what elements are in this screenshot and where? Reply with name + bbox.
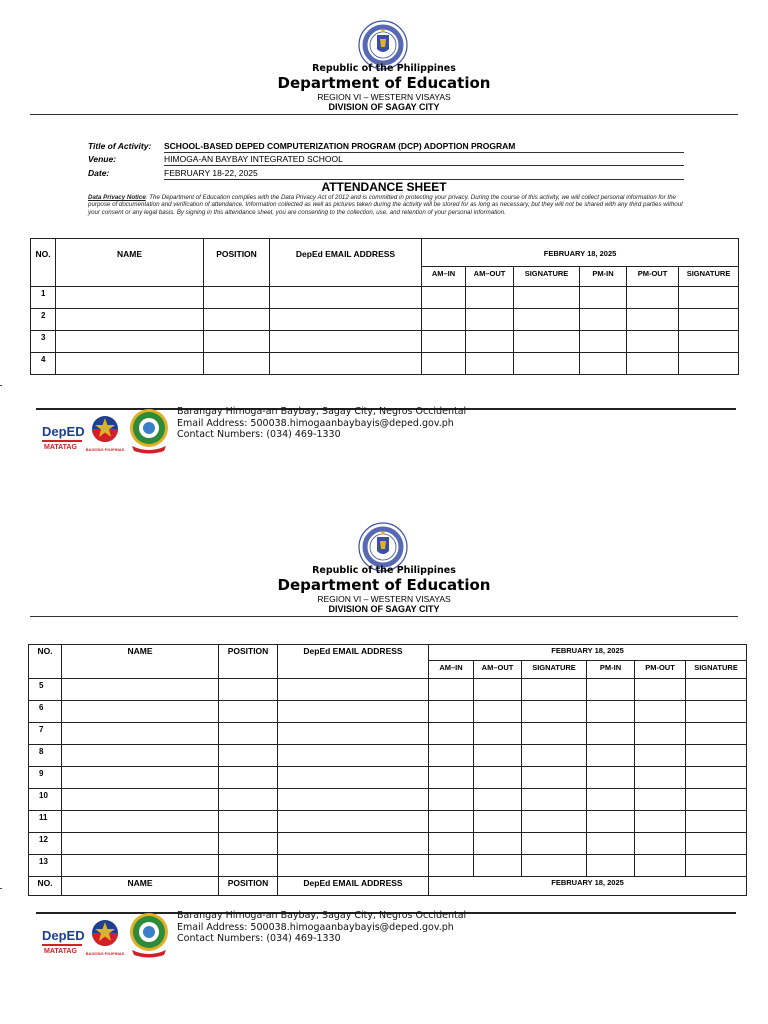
col-position-header: POSITION [204,239,270,287]
school-seal-logo [128,408,170,454]
entry-cell[interactable] [278,745,429,767]
entry-cell[interactable] [580,353,627,375]
entry-cell[interactable] [635,701,686,723]
deped-matatag-logo [40,414,86,452]
entry-cell[interactable] [204,331,270,353]
entry-cell[interactable] [635,855,686,877]
entry-cell[interactable] [56,287,204,309]
entry-cell[interactable] [56,331,204,353]
attendance-sheet-title: ATTENDANCE SHEET [321,180,447,194]
entry-cell[interactable] [278,701,429,723]
attendance-table-page2 [28,644,747,896]
entry-cell[interactable] [474,833,522,855]
entry-cell[interactable] [635,679,686,701]
entry-cell[interactable] [686,789,747,811]
entry-cell[interactable] [522,789,587,811]
entry-cell[interactable] [587,679,635,701]
table-row [29,745,747,767]
entry-cell[interactable] [587,833,635,855]
school-address: Barangay Himoga-an Baybay, Sagay City, Negros Occidental [177,910,467,921]
entry-cell[interactable] [62,811,219,833]
entry-cell[interactable] [56,309,204,331]
entry-cell[interactable] [679,287,739,309]
entry-cell[interactable] [679,309,739,331]
entry-cell[interactable] [522,767,587,789]
entry-cell[interactable] [686,723,747,745]
col-name-header: NAME [62,645,219,679]
table-row [29,811,747,833]
venue-value: HIMOGA-AN BAYBAY INTEGRATED SCHOOL [164,154,684,166]
data-privacy-notice [88,194,688,216]
row-number: 4 [31,353,56,375]
entry-cell[interactable] [429,789,474,811]
entry-cell[interactable] [466,309,514,331]
entry-cell[interactable] [587,745,635,767]
entry-cell[interactable] [587,701,635,723]
entry-cell[interactable] [474,855,522,877]
col-email-header-repeat: DepEd EMAIL ADDRESS [278,877,429,896]
entry-cell[interactable] [522,833,587,855]
entry-cell[interactable] [204,309,270,331]
col-signature-pm-header: SIGNATURE [686,661,747,679]
deped-logo-text: DepED [42,928,85,943]
entry-cell[interactable] [62,679,219,701]
entry-cell[interactable] [270,353,422,375]
entry-cell[interactable] [422,287,466,309]
date-label: Date: [88,168,110,178]
entry-cell[interactable] [627,353,679,375]
repeated-header-row [29,877,747,896]
entry-cell[interactable] [686,833,747,855]
entry-cell[interactable] [679,353,739,375]
header-divider [30,114,738,115]
bagong-pilipinas-text: BAGONG PILIPINAS [85,951,125,956]
col-name-header: NAME [56,239,204,287]
page-2 [0,510,768,1024]
entry-cell[interactable] [62,833,219,855]
entry-cell[interactable] [686,855,747,877]
entry-cell[interactable] [635,767,686,789]
school-contact-block [177,406,466,441]
matatag-logo-text: MATATAG [44,948,77,955]
entry-cell[interactable] [62,745,219,767]
table-row [29,767,747,789]
entry-cell[interactable] [474,701,522,723]
entry-cell[interactable] [204,353,270,375]
row-number: 11 [29,811,62,833]
entry-cell[interactable] [429,833,474,855]
col-no-header: NO. [31,239,56,287]
school-email: Email Address: 500038.himogaanbaybayis@deped.gov.ph [177,921,454,933]
entry-cell[interactable] [522,855,587,877]
privacy-notice-label: Data Privacy Notice [88,194,146,201]
entry-cell[interactable] [466,353,514,375]
col-signature-pm-header: SIGNATURE [679,267,739,287]
division-heading: DIVISION OF SAGAY CITY [328,102,440,112]
entry-cell[interactable] [522,745,587,767]
venue-label: Venue: [88,154,117,164]
school-address: Barangay Himoga-an Baybay, Sagay City, Negros Occidental [177,406,467,417]
row-number: 13 [29,855,62,877]
row-number: 9 [29,767,62,789]
col-signature-am-header: SIGNATURE [514,267,580,287]
privacy-notice-text: : The Department of Education complies with the Data Privacy Act of 2012 and is committed in protecting your privacy. During the course of this activity, we will collect personal information for the purpose of documentation and verification of attendance. Information collected as well as pictures taken during the activity will be stored for as long as necessary, but they will not be shared with any third parties without your consent or any legal basis. By signing in this attendance sheet, you are consenting to the collection, use, and retention of your personal information. [88,194,683,216]
entry-cell[interactable] [429,745,474,767]
entry-cell[interactable] [514,309,580,331]
entry-cell[interactable] [686,701,747,723]
entry-cell[interactable] [278,811,429,833]
entry-cell[interactable] [522,723,587,745]
col-email-header: DepEd EMAIL ADDRESS [278,645,429,679]
col-pm-out-header: PM-OUT [627,267,679,287]
entry-cell[interactable] [278,723,429,745]
col-pm-out-header: PM-OUT [635,661,686,679]
entry-cell[interactable] [278,679,429,701]
entry-cell[interactable] [219,679,278,701]
entry-cell[interactable] [522,679,587,701]
entry-cell[interactable] [62,767,219,789]
bagong-pilipinas-logo [85,412,125,454]
department-heading: Department of Education [277,74,491,92]
attendance-table-page1 [30,238,739,375]
entry-cell[interactable] [429,855,474,877]
school-seal-logo [128,912,170,958]
school-contact-numbers: Contact Numbers: (034) 469-1330 [177,429,341,440]
entry-cell[interactable] [635,723,686,745]
table-row [31,309,739,331]
entry-cell[interactable] [627,331,679,353]
entry-cell[interactable] [219,767,278,789]
entry-cell[interactable] [514,287,580,309]
entry-cell[interactable] [62,789,219,811]
table-row [29,833,747,855]
row-number: 1 [31,287,56,309]
page2-rows [29,679,747,877]
school-contact-block [177,910,466,945]
entry-cell[interactable] [219,745,278,767]
row-number: 5 [29,679,62,701]
date-group-header: FEBRUARY 18, 2025 [429,645,747,661]
entry-cell[interactable] [474,745,522,767]
entry-cell[interactable] [56,353,204,375]
entry-cell[interactable] [219,789,278,811]
region-heading: REGION VI – WESTERN VISAYAS [317,92,451,102]
table-row [29,789,747,811]
entry-cell[interactable] [514,353,580,375]
republic-heading: Republic of the Philippines [312,63,456,74]
entry-cell[interactable] [635,833,686,855]
entry-cell[interactable] [429,701,474,723]
table-row [29,679,747,701]
page-1 [0,0,768,490]
entry-cell[interactable] [474,811,522,833]
entry-cell[interactable] [62,855,219,877]
col-no-header: NO. [29,645,62,679]
school-contact-numbers: Contact Numbers: (034) 469-1330 [177,933,341,944]
entry-cell[interactable] [522,701,587,723]
col-email-header: DepEd EMAIL ADDRESS [270,239,422,287]
table-row [29,701,747,723]
entry-cell[interactable] [278,789,429,811]
entry-cell[interactable] [474,723,522,745]
entry-cell[interactable] [474,767,522,789]
header-divider [30,616,738,617]
col-am-in-header: AM–IN [429,661,474,679]
entry-cell[interactable] [278,833,429,855]
col-pm-in-header: PM-IN [580,267,627,287]
entry-cell[interactable] [204,287,270,309]
row-number: 2 [31,309,56,331]
entry-cell[interactable] [219,833,278,855]
entry-cell[interactable] [219,811,278,833]
matatag-logo-text: MATATAG [44,444,77,451]
row-number: 3 [31,331,56,353]
row-number: 6 [29,701,62,723]
entry-cell[interactable] [429,811,474,833]
col-am-out-header: AM–OUT [474,661,522,679]
republic-heading: Republic of the Philippines [312,565,456,576]
table-row [31,331,739,353]
entry-cell[interactable] [635,811,686,833]
entry-cell[interactable] [429,723,474,745]
table-row [31,287,739,309]
entry-cell[interactable] [627,309,679,331]
entry-cell[interactable] [627,287,679,309]
date-group-header-repeat: FEBRUARY 18, 2025 [429,877,747,896]
entry-cell[interactable] [62,723,219,745]
entry-cell[interactable] [270,331,422,353]
entry-cell[interactable] [62,701,219,723]
col-no-header-repeat: NO. [29,877,62,896]
entry-cell[interactable] [686,767,747,789]
entry-cell[interactable] [587,789,635,811]
entry-cell[interactable] [219,701,278,723]
entry-cell[interactable] [580,309,627,331]
table-row [31,353,739,375]
col-am-in-header: AM–IN [422,267,466,287]
table-row [29,855,747,877]
entry-cell[interactable] [474,789,522,811]
col-position-header-repeat: POSITION [219,877,278,896]
entry-cell[interactable] [686,811,747,833]
date-value: FEBRUARY 18-22, 2025 [164,168,684,180]
deped-matatag-logo [40,918,86,956]
col-name-header-repeat: NAME [62,877,219,896]
entry-cell[interactable] [679,331,739,353]
entry-cell[interactable] [219,855,278,877]
page1-rows [31,287,739,375]
bagong-pilipinas-text: BAGONG PILIPINAS [85,447,125,452]
col-am-out-header: AM–OUT [466,267,514,287]
row-number: 7 [29,723,62,745]
margin-mark [0,888,2,889]
entry-cell[interactable] [580,331,627,353]
date-group-header: FEBRUARY 18, 2025 [422,239,739,267]
entry-cell[interactable] [466,331,514,353]
entry-cell[interactable] [587,855,635,877]
table-row [29,723,747,745]
entry-cell[interactable] [686,745,747,767]
row-number: 10 [29,789,62,811]
entry-cell[interactable] [686,679,747,701]
department-heading: Department of Education [277,576,491,594]
entry-cell[interactable] [270,309,422,331]
entry-cell[interactable] [635,789,686,811]
entry-cell[interactable] [587,811,635,833]
entry-cell[interactable] [466,287,514,309]
entry-cell[interactable] [278,767,429,789]
entry-cell[interactable] [422,353,466,375]
entry-cell[interactable] [514,331,580,353]
margin-mark [0,385,2,386]
entry-cell[interactable] [580,287,627,309]
title-of-activity-value: SCHOOL-BASED DEPED COMPUTERIZATION PROGRAM (DCP) ADOPTION PROGRAM [164,141,684,153]
col-pm-in-header: PM-IN [587,661,635,679]
entry-cell[interactable] [429,679,474,701]
entry-cell[interactable] [422,331,466,353]
entry-cell[interactable] [474,679,522,701]
entry-cell[interactable] [270,287,422,309]
entry-cell[interactable] [278,855,429,877]
col-position-header: POSITION [219,645,278,679]
row-number: 8 [29,745,62,767]
entry-cell[interactable] [429,767,474,789]
deped-logo-text: DepED [42,424,85,439]
entry-cell[interactable] [219,723,278,745]
entry-cell[interactable] [587,767,635,789]
entry-cell[interactable] [635,745,686,767]
col-signature-am-header: SIGNATURE [522,661,587,679]
division-heading: DIVISION OF SAGAY CITY [328,604,440,614]
row-number: 12 [29,833,62,855]
title-of-activity-label: Title of Activity: [88,141,152,151]
school-email: Email Address: 500038.himogaanbaybayis@deped.gov.ph [177,417,454,429]
entry-cell[interactable] [422,309,466,331]
bagong-pilipinas-logo [85,916,125,958]
entry-cell[interactable] [587,723,635,745]
entry-cell[interactable] [522,811,587,833]
region-heading: REGION VI – WESTERN VISAYAS [317,594,451,604]
